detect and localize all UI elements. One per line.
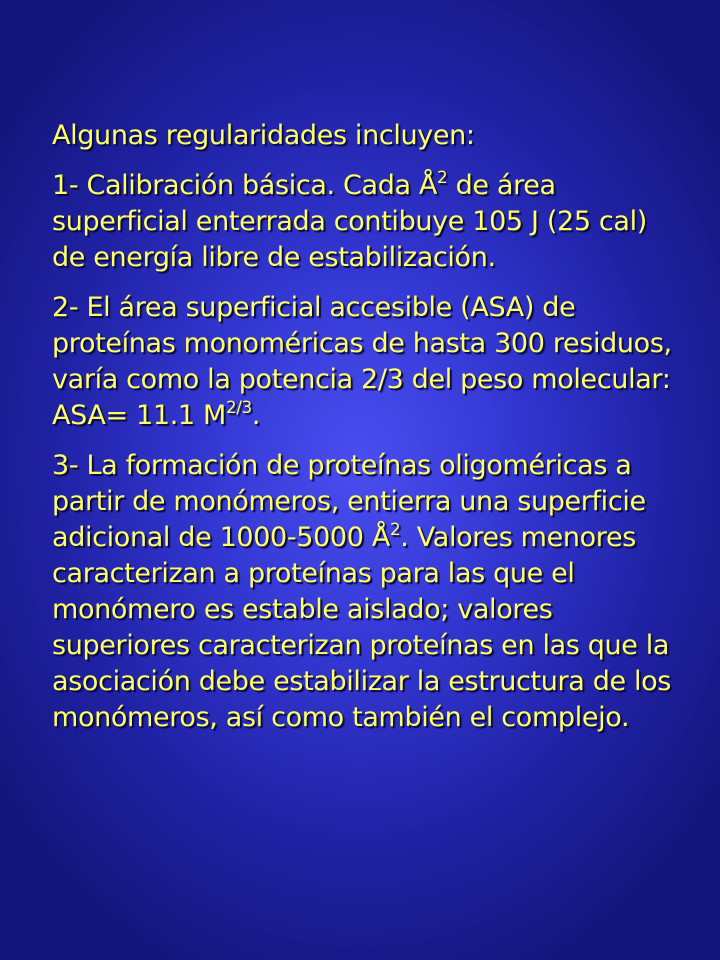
item-2 [52, 290, 688, 434]
item-2-text-a: 2- El área superficial accesible (ASA) de proteínas monoméricas de hasta 300 residuos, varía como la potencia 2/3 del peso molecular: ASA= 11.1 M [52, 292, 672, 431]
slide-content [52, 118, 688, 750]
item-2-superscript: 2/3 [225, 397, 252, 418]
item-2-text-b: . [251, 400, 261, 431]
item-3-superscript: 2 [389, 519, 401, 540]
item-1-superscript: 2 [437, 167, 448, 188]
heading: Algunas regularidades incluyen: [52, 120, 475, 151]
item-1-text-a: 1- Calibración básica. Cada Å [52, 170, 438, 201]
item-3 [52, 448, 688, 736]
item-1 [52, 168, 688, 276]
item-1-text-b: de área superficial enterrada contibuye 105 J (25 cal) de energía libre de estabilización. [52, 170, 647, 273]
item-3-text-b: . Valores menores caracterizan a proteínas para las que el monómero es estable aislado; valores superiores caracterizan proteínas en las que la asociación debe estabilizar la estructura de los monómeros, así como también el complejo. [52, 522, 672, 733]
item-3-text-a: 3- La formación de proteínas oligoméricas a partir de monómeros, entierra una superficie adicional de 1000-5000 Å [52, 450, 646, 553]
